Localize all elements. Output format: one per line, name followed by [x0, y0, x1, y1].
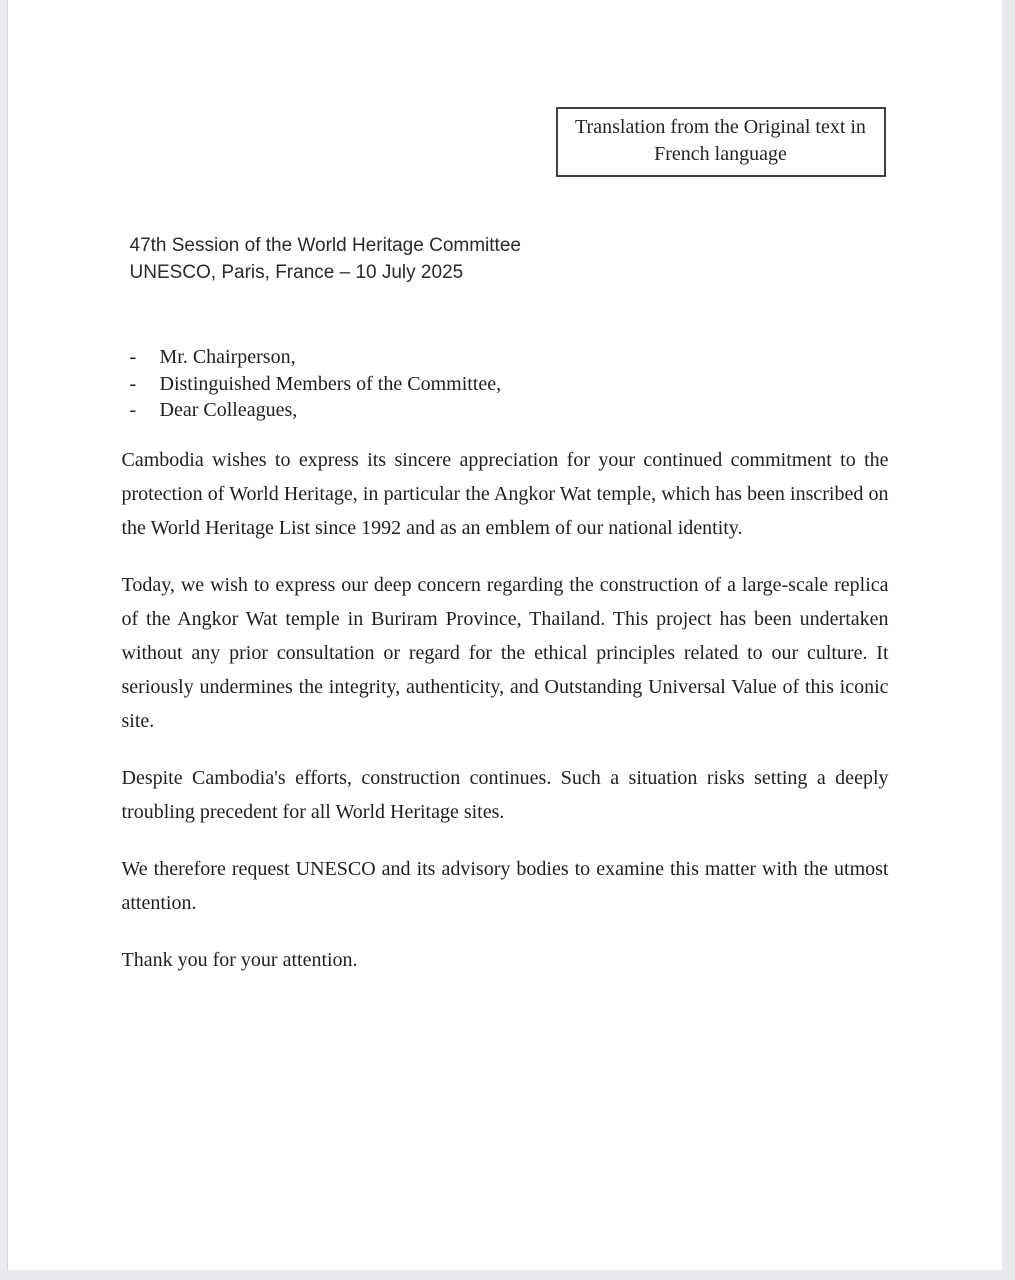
stamp-line-1: Translation from the Original text in [575, 116, 866, 138]
salutation-text: Mr. Chairperson, [159, 346, 296, 368]
stamp-line-2: French language [654, 143, 787, 165]
salutation-text: Dear Colleagues, [159, 399, 298, 421]
document-page [7, 0, 1003, 1270]
paragraph-thanks: Thank you for your attention. [121, 948, 358, 971]
letter-body [122, 443, 889, 977]
session-title: 47th Session of the World Heritage Committee [129, 235, 521, 256]
dash-bullet: - [129, 399, 137, 421]
dash-bullet: - [129, 372, 137, 395]
salutation-text: Distinguished Members of the Committee, [159, 372, 502, 395]
session-header [122, 232, 889, 286]
translation-stamp-box [556, 107, 886, 177]
paragraph-appreciation: Cambodia wishes to express its sincere appreciation for your continued commitment to the protection of World Heritage, in particular the Angkor Wat temple, which has been inscribed on the World Heritage List since 1992 and as an emblem of our national identity. [121, 448, 889, 539]
paragraph-request: We therefore request UNESCO and its advisory bodies to examine this matter with the utmost attention. [121, 857, 889, 914]
paragraph-precedent: Despite Cambodia's efforts, construction continues. Such a situation risks setting a deeply troubling precedent for all World Heritage sites. [121, 766, 889, 823]
salutation-item [130, 344, 889, 371]
letter-content [122, 107, 889, 977]
dash-bullet: - [129, 346, 137, 368]
paragraph-concern: Today, we wish to express our deep concern regarding the construction of a large-scale replica of the Angkor Wat temple in Buriram Province, Thailand. This project has been undertaken without any prior consultation or regard for the ethical principles related to our culture. It seriously undermines the integrity, authenticity, and Outstanding Universal Value of this iconic site. [121, 573, 889, 732]
salutation-item [130, 397, 889, 424]
salutation-item [130, 371, 889, 398]
salutation-list [122, 344, 889, 424]
session-location-date: UNESCO, Paris, France – 10 July 2025 [129, 262, 464, 283]
